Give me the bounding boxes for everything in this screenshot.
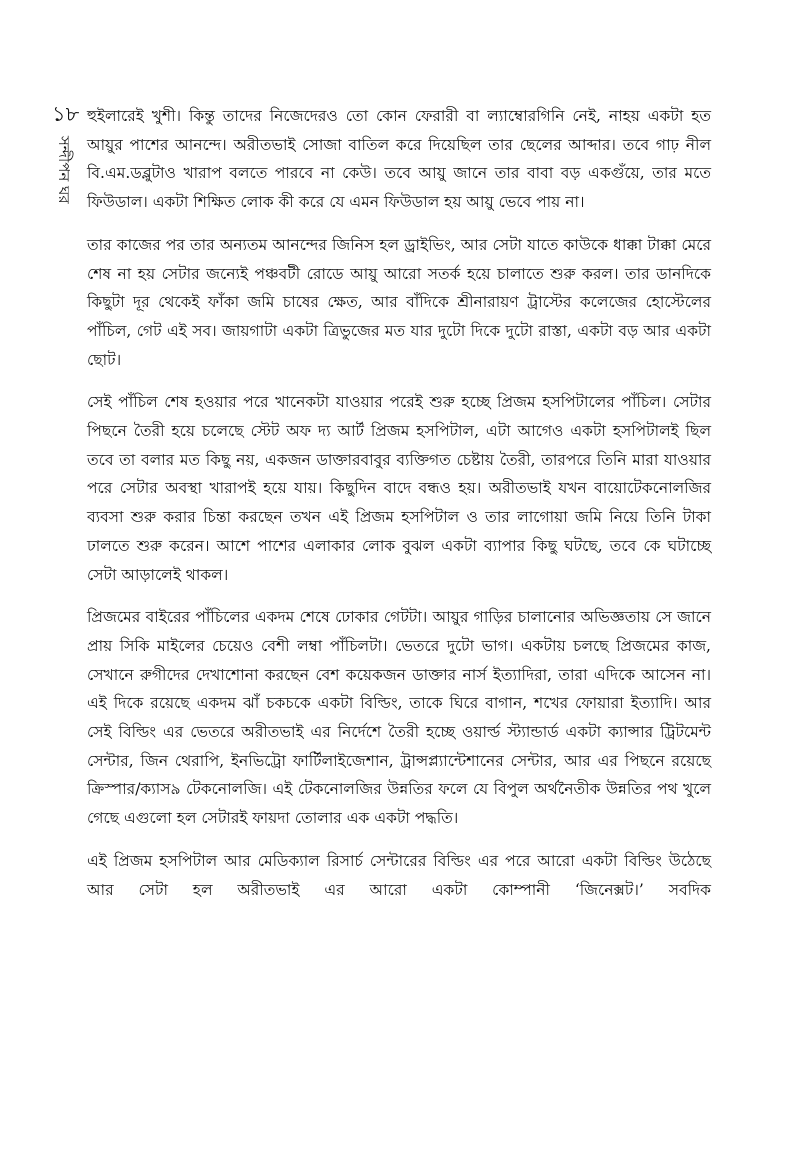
paragraph-4: প্রিজমের বাইরের পাঁচিলের একদম শেষে ঢোকার গেটটা। আয়ুর গাড়ির চালানোর অভিজ্ঞতায় সে জানে প্রায় সিকি মাইলের চেয়েও বেশী লম্বা পাঁচিলটা। ভেতরে দুটো ভাগ। একটায় চলছে প্রিজমের কাজ, সেখানে রুগীদের দেখাশোনা করছেন বেশ কয়েকজন ডাক্তার নার্স ইত্যাদিরা, তারা এদিকে আসেন না। এই দিকে রয়েছে একদম ঝাঁ চকচকে একটা বিল্ডিং, তাকে ঘিরে বাগান, শখের ফোয়ারা ইত্যাদি। আর সেই বিল্ডিং এর ভেতরে অরীতভাই এর নির্দেশে তৈরী হচ্ছে ওয়ার্ল্ড স্ট্যান্ডার্ড একটা ক্যান্সার ট্রিটমেন্ট সেন্টার, জিন থেরাপি, ইনভিট্রো ফার্টিলাইজেশান, ট্রান্সপ্ল্যান্টেশানের সেন্টার, আর এর পিছনে রয়েছে ক্রিস্পার/ক্যাস৯ টেকনোলজি। এই টেকনোলজির উন্নতির ফলে যে বিপুল অর্থনৈতীক উন্নতির পথ খুলে গেছে এগুলো হল সেটারই ফায়দা তোলার এক একটা পদ্ধতি।	[87, 608, 711, 828]
paragraph-1: হুইলারেই খুশী। কিন্তু তাদের নিজেদেরও তো কোন ফেরারী বা ল্যাম্বোরগিনি নেই, নাহয় একটা হত আয়ুর পাশের আনন্দে। অরীতভাই সোজা বাতিল করে দিয়েছিল তার ছেলের আব্দার। তবে গাঢ় নীল বি.এম.ডব্লুটাও খারাপ বলতে পারবে না কেউ। তবে আয়ু জানে তার বাবা বড় একগুঁয়ে, তার মতে ফিউডাল। একটা শিক্ষিত লোক কী করে যে এমন ফিউডাল হয় আয়ু ভেবে পায় না।	[87, 107, 711, 212]
page-number: ১৮	[52, 102, 80, 126]
paragraph-3: সেই পাঁচিল শেষ হওয়ার পরে খানেকটা যাওয়ার পরেই শুরু হচ্ছে প্রিজম হসপিটালের পাঁচিল। সেটার পিছনে তৈরী হয়ে চলেছে স্টেট অফ দ্য আর্ট প্রিজম হসপিটাল, এটা আগেও একটা হসপিটালই ছিল তবে তা বলার মত কিছু নয়, একজন ডাক্তারবাবুর ব্যক্তিগত চেষ্টায় তৈরী, তারপরে তিনি মারা যাওয়ার পরে সেটার অবস্থা খারাপই হয়ে যায়। কিছুদিন বাদে বন্ধও হয়। অরীতভাই যখন বায়োটেকনোলজির ব্যবসা শুরু করার চিন্তা করছেন তখন এই প্রিজম হসপিটাল ও তার লাগোয়া জমি নিয়ে তিনি টাকা ঢালতে শুরু করেন। আশে পাশের এলাকার লোক বুঝল একটা ব্যাপার কিছু ঘটছে, তবে কে ঘটাচ্ছে সেটা আড়ালেই থাকল।	[87, 393, 711, 584]
running-head: সন্দীপন ঘর	[55, 136, 73, 204]
body-text	[87, 102, 711, 918]
paragraph-2: তার কাজের পর তার অন্যতম আনন্দের জিনিস হল ড্রাইভিং, আর সেটা যাতে কাউকে ধাক্কা টাক্কা মেরে শেষ না হয় সেটার জন্যেই পঞ্চবটী রোডে আয়ু আরো সতর্ক হয়ে চালাতে শুরু করল। তার ডানদিকে কিছুটা দূর থেকেই ফাঁকা জমি চাষের ক্ষেত, আর বাঁদিকে শ্রীনারায়ণ ট্রাস্টের কলেজের হোস্টেলের পাঁচিল, গেট এই সব। জায়গাটা একটা ত্রিভুজের মত যার দুটো দিকে দুটো রাস্তা, একটা বড় আর একটা ছোট।	[87, 235, 711, 369]
paragraph-5: এই প্রিজম হসপিটাল আর মেডিক্যাল রিসার্চ সেন্টারের বিল্ডিং এর পরে আরো একটা বিল্ডিং উঠেছে আর সেটা হল অরীতভাই এর আরো একটা কোম্পানী ‘জিনেক্সট।’ সবদিক	[87, 851, 711, 899]
